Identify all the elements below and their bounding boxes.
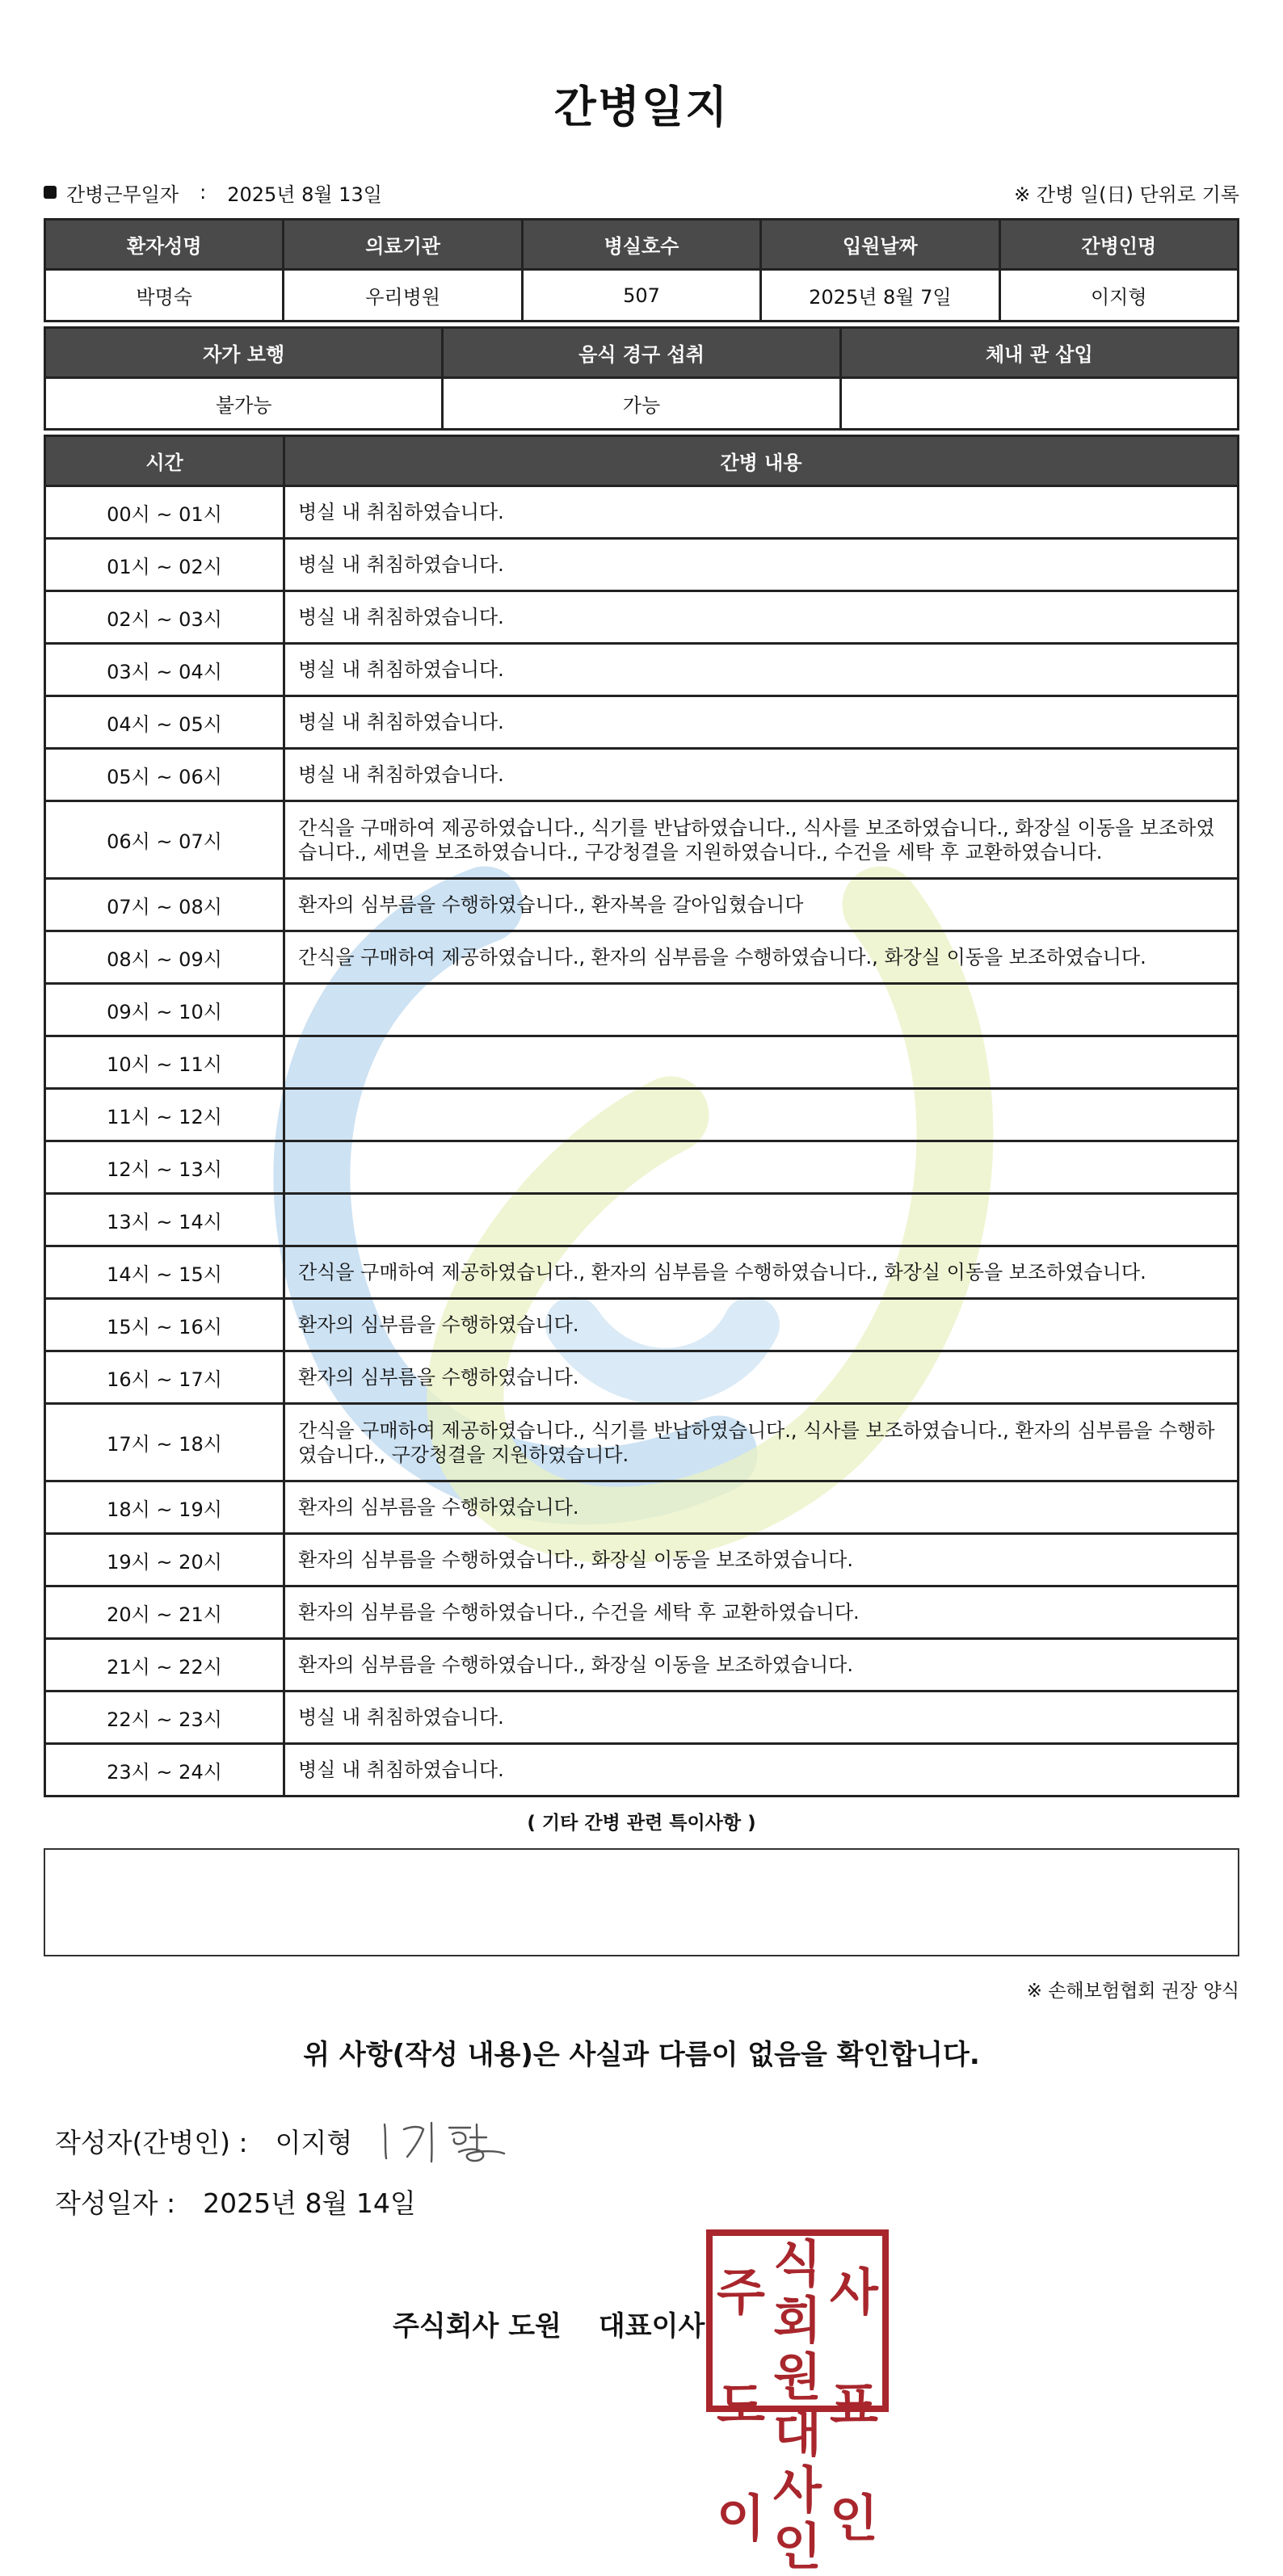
header-oral-intake: 음식 경구 섭취	[443, 328, 840, 378]
log-time: 22시 ~ 23시	[45, 1691, 284, 1744]
work-date-group	[44, 179, 382, 207]
header-time: 시간	[45, 436, 284, 486]
log-time: 11시 ~ 12시	[45, 1089, 284, 1141]
log-time: 20시 ~ 21시	[45, 1586, 284, 1639]
table-row	[45, 644, 1239, 696]
log-content: 병실 내 취침하였습니다.	[284, 539, 1239, 591]
log-content: 병실 내 취침하였습니다.	[284, 696, 1239, 749]
log-time: 19시 ~ 20시	[45, 1534, 284, 1586]
seal-char: 사	[830, 2263, 878, 2322]
special-notes-label: ( 기타 간병 관련 특이사항 )	[527, 1813, 756, 1834]
table-row	[45, 749, 1239, 801]
work-date-separator: :	[200, 181, 207, 204]
table-row	[45, 1404, 1239, 1481]
header-hospital: 의료기관	[284, 220, 522, 270]
patient-info-header-row	[45, 220, 1239, 270]
written-date-line	[55, 2183, 416, 2221]
confirmation-statement: 위 사항(작성 내용)은 사실과 다름이 없음을 확인합니다.	[303, 2039, 980, 2071]
log-time: 09시 ~ 10시	[45, 984, 284, 1036]
log-content	[284, 1194, 1239, 1246]
company-seal-stamp	[706, 2229, 889, 2576]
log-time: 06시 ~ 07시	[45, 801, 284, 879]
room-number: 507	[522, 270, 760, 321]
patient-status-table	[44, 326, 1239, 431]
hospital-name: 우리병원	[284, 270, 522, 321]
log-time: 02시 ~ 03시	[45, 591, 284, 644]
log-content	[284, 1036, 1239, 1089]
log-time: 04시 ~ 05시	[45, 696, 284, 749]
table-row	[45, 696, 1239, 749]
table-row	[45, 931, 1239, 984]
log-time: 07시 ~ 08시	[45, 879, 284, 931]
table-row	[45, 1586, 1239, 1639]
log-time: 03시 ~ 04시	[45, 644, 284, 696]
patient-name: 박명숙	[45, 270, 284, 321]
tube-insertion-value	[840, 378, 1238, 430]
hourly-care-log-table	[44, 435, 1239, 1797]
table-row	[45, 1744, 1239, 1796]
company-signature-line	[393, 2304, 705, 2343]
log-time: 00시 ~ 01시	[45, 486, 284, 539]
document-title: 간병일지	[553, 82, 730, 132]
log-time: 17시 ~ 18시	[45, 1404, 284, 1481]
written-date-label: 작성일자 :	[55, 2187, 176, 2219]
header-patient-name: 환자성명	[45, 220, 284, 270]
header-admission-date: 입원날짜	[761, 220, 999, 270]
table-row	[45, 1246, 1239, 1299]
status-header-row	[45, 328, 1239, 378]
written-date-value: 2025년 8월 14일	[203, 2187, 416, 2219]
oral-intake-value: 가능	[443, 378, 840, 430]
table-row	[45, 1194, 1239, 1246]
seal-char: 이	[717, 2489, 765, 2548]
meta-row	[44, 176, 1239, 208]
status-value-row	[45, 378, 1239, 430]
table-row	[45, 1299, 1239, 1351]
caregiver-name: 이지형	[999, 270, 1238, 321]
log-content: 병실 내 취침하였습니다.	[284, 591, 1239, 644]
work-date-value: 2025년 8월 13일	[227, 183, 382, 206]
log-time: 21시 ~ 22시	[45, 1639, 284, 1691]
patient-info-table	[44, 218, 1239, 322]
patient-info-value-row	[45, 270, 1239, 321]
log-time: 16시 ~ 17시	[45, 1351, 284, 1404]
admission-date: 2025년 8월 7일	[761, 270, 999, 321]
header-care-content: 간병 내용	[284, 436, 1239, 486]
log-header-row	[45, 436, 1239, 486]
header-room-number: 병실호수	[522, 220, 760, 270]
seal-char: 도	[717, 2376, 765, 2435]
work-date-label: 간병근무일자	[66, 183, 179, 206]
table-row	[45, 1351, 1239, 1404]
company-name: 주식회사 도원	[393, 2310, 562, 2343]
special-notes-box	[44, 1848, 1239, 1956]
author-line	[55, 2116, 512, 2165]
representative-title: 대표이사	[598, 2310, 705, 2343]
log-content: 병실 내 취침하였습니다.	[284, 486, 1239, 539]
self-walking-value: 불가능	[45, 378, 443, 430]
log-content: 간식을 구매하여 제공하였습니다., 식기를 반납하였습니다., 식사를 보조하였습니다., 화장실 이동을 보조하였습니다., 세면을 보조하였습니다., 구강청결을 지원하였습니다., 수건을 세탁 후 교환하였습니다.	[284, 801, 1239, 879]
bullet-square-icon	[44, 186, 57, 199]
log-content: 환자의 심부름을 수행하였습니다., 환자복을 갈아입혔습니다	[284, 879, 1239, 931]
table-row	[45, 1089, 1239, 1141]
log-content: 간식을 구매하여 제공하였습니다., 환자의 심부름을 수행하였습니다., 화장실 이동을 보조하였습니다.	[284, 931, 1239, 984]
log-content: 병실 내 취침하였습니다.	[284, 749, 1239, 801]
log-time: 12시 ~ 13시	[45, 1141, 284, 1194]
log-time: 18시 ~ 19시	[45, 1481, 284, 1534]
form-source-note: ※ 손해보험협회 권장 양식	[1026, 1981, 1239, 2002]
header-self-walking: 자가 보행	[45, 328, 443, 378]
header-tube-insertion: 체내 관 삽입	[840, 328, 1238, 378]
log-content: 환자의 심부름을 수행하였습니다.	[284, 1481, 1239, 1534]
log-content: 간식을 구매하여 제공하였습니다., 환자의 심부름을 수행하였습니다., 화장실 이동을 보조하였습니다.	[284, 1246, 1239, 1299]
log-content	[284, 1141, 1239, 1194]
table-row	[45, 1639, 1239, 1691]
table-row	[45, 1036, 1239, 1089]
log-content	[284, 1089, 1239, 1141]
log-content: 환자의 심부름을 수행하였습니다., 수건을 세탁 후 교환하였습니다.	[284, 1586, 1239, 1639]
log-content: 병실 내 취침하였습니다.	[284, 1744, 1239, 1796]
table-row	[45, 879, 1239, 931]
seal-char: 식회	[773, 2234, 822, 2350]
log-content: 환자의 심부름을 수행하였습니다., 화장실 이동을 보조하였습니다.	[284, 1639, 1239, 1691]
seal-char: 사인	[773, 2460, 822, 2576]
table-row	[45, 1534, 1239, 1586]
header-caregiver-name: 간병인명	[999, 220, 1238, 270]
table-row	[45, 984, 1239, 1036]
log-time: 15시 ~ 16시	[45, 1299, 284, 1351]
handwritten-signature	[375, 2116, 512, 2165]
table-row	[45, 1141, 1239, 1194]
record-unit-note: ※ 간병 일(日) 단위로 기록	[1014, 183, 1239, 206]
seal-char: 원대	[773, 2347, 822, 2463]
log-content	[284, 984, 1239, 1036]
log-time: 08시 ~ 09시	[45, 931, 284, 984]
log-content: 환자의 심부름을 수행하였습니다., 화장실 이동을 보조하였습니다.	[284, 1534, 1239, 1586]
table-row	[45, 1481, 1239, 1534]
log-content: 환자의 심부름을 수행하였습니다.	[284, 1299, 1239, 1351]
log-time: 05시 ~ 06시	[45, 749, 284, 801]
log-time: 23시 ~ 24시	[45, 1744, 284, 1796]
seal-char: 주	[717, 2263, 765, 2322]
log-content: 병실 내 취침하였습니다.	[284, 1691, 1239, 1744]
log-time: 01시 ~ 02시	[45, 539, 284, 591]
log-content: 환자의 심부름을 수행하였습니다.	[284, 1351, 1239, 1404]
seal-char: 인	[830, 2489, 878, 2548]
author-name: 이지형	[275, 2126, 353, 2158]
log-time: 10시 ~ 11시	[45, 1036, 284, 1089]
table-row	[45, 591, 1239, 644]
log-content: 병실 내 취침하였습니다.	[284, 644, 1239, 696]
author-label: 작성자(간병인) :	[55, 2126, 248, 2158]
log-time: 13시 ~ 14시	[45, 1194, 284, 1246]
table-row	[45, 539, 1239, 591]
table-row	[45, 486, 1239, 539]
table-row	[45, 1691, 1239, 1744]
log-time: 14시 ~ 15시	[45, 1246, 284, 1299]
log-content: 간식을 구매하여 제공하였습니다., 식기를 반납하였습니다., 식사를 보조하였습니다., 환자의 심부름을 수행하였습니다., 구강청결을 지원하였습니다.	[284, 1404, 1239, 1481]
table-row	[45, 801, 1239, 879]
seal-char: 표	[830, 2376, 878, 2435]
